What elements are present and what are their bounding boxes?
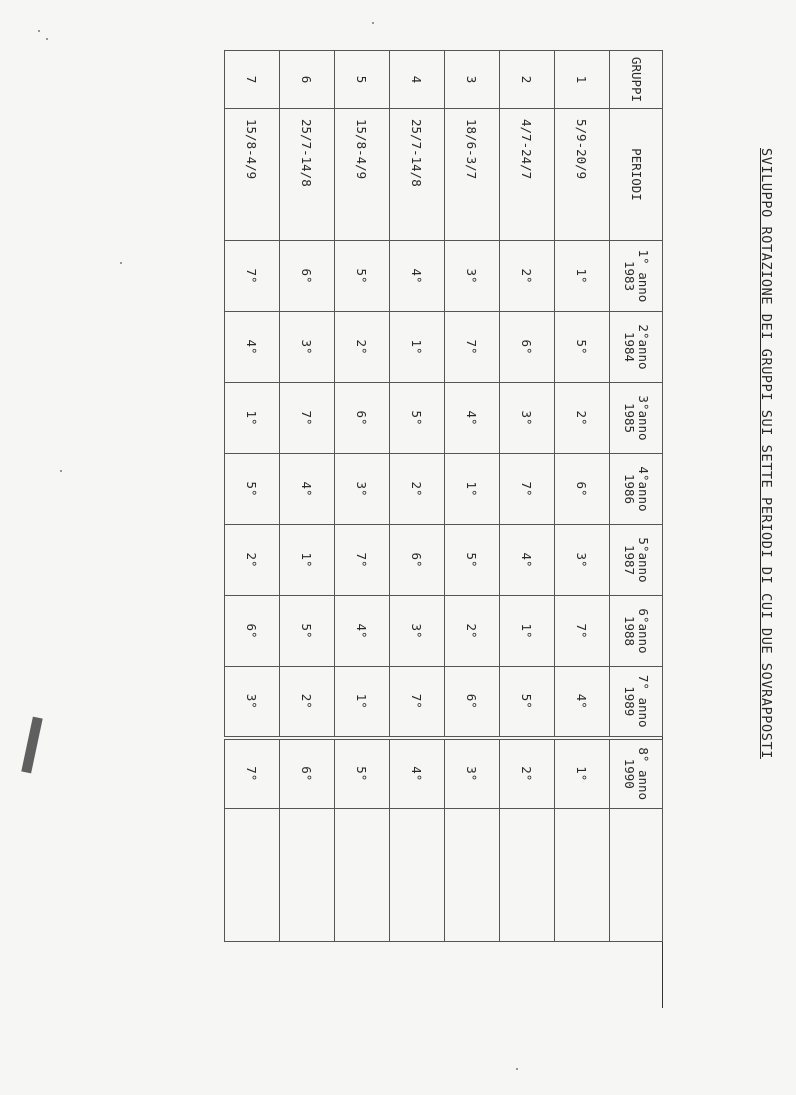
- cell-rotation-value: 7°: [280, 383, 335, 454]
- header-year-value: 1990: [622, 758, 637, 789]
- table-row: [445, 51, 500, 942]
- cell-rotation-value: 6°: [225, 596, 280, 667]
- header-year-value: 1989: [622, 686, 637, 717]
- cell-rotation-value: 4°: [390, 241, 445, 312]
- cell-rotation-value: 1°: [335, 667, 390, 738]
- cell-rotation-value: 4°: [280, 454, 335, 525]
- cell-gruppo: 7: [225, 51, 280, 109]
- cell-rotation-value: 6°: [280, 241, 335, 312]
- cell-rotation-value: 5°: [390, 383, 445, 454]
- table-row: [335, 51, 390, 942]
- header-year-5: [610, 525, 663, 596]
- cell-rotation-value: 5°: [335, 738, 390, 809]
- cell-periodo: 4/7-24/7: [500, 109, 555, 241]
- cell-rotation-value: 6°: [280, 738, 335, 809]
- cell-rotation-value: 7°: [555, 596, 610, 667]
- table-row: [390, 51, 445, 942]
- header-gruppi: GRUPPI: [610, 51, 663, 109]
- cell-periodo: 15/8-4/9: [335, 109, 390, 241]
- cell-empty-tail: [445, 809, 500, 942]
- header-periodi: PERIODI: [610, 109, 663, 241]
- header-anno-label: 5°anno: [636, 537, 651, 583]
- cell-rotation-value: 1°: [555, 738, 610, 809]
- header-year-7: [610, 667, 663, 738]
- cell-rotation-value: 7°: [390, 667, 445, 738]
- cell-rotation-value: 3°: [500, 383, 555, 454]
- cell-rotation-value: 3°: [390, 596, 445, 667]
- header-anno-label: 3°anno: [636, 395, 651, 441]
- cell-periodo: 15/8-4/9: [225, 109, 280, 241]
- header-anno-label: 1° anno: [636, 249, 651, 303]
- header-anno-label: 7° anno: [636, 674, 651, 728]
- cell-rotation-value: 2°: [280, 667, 335, 738]
- cell-rotation-value: 7°: [445, 312, 500, 383]
- cell-gruppo: 1: [555, 51, 610, 109]
- cell-periodo: 18/6-3/7: [445, 109, 500, 241]
- cell-rotation-value: 2°: [445, 596, 500, 667]
- cell-empty-tail: [335, 809, 390, 942]
- cell-rotation-value: 7°: [225, 241, 280, 312]
- cell-rotation-value: 4°: [555, 667, 610, 738]
- header-year-value: 1987: [622, 544, 637, 576]
- cell-rotation-value: 5°: [280, 596, 335, 667]
- cell-rotation-value: 5°: [500, 667, 555, 738]
- cell-rotation-value: 2°: [500, 241, 555, 312]
- cell-rotation-value: 2°: [500, 738, 555, 809]
- cell-rotation-value: 4°: [500, 525, 555, 596]
- cell-rotation-value: 2°: [390, 454, 445, 525]
- header-anno-label: 6°anno: [636, 608, 651, 654]
- cell-rotation-value: 7°: [225, 738, 280, 809]
- cell-rotation-value: 3°: [445, 241, 500, 312]
- cell-rotation-value: 6°: [390, 525, 445, 596]
- cell-empty-tail: [555, 809, 610, 942]
- header-year-3: [610, 383, 663, 454]
- cell-periodo: 25/7-14/8: [280, 109, 335, 241]
- cell-empty-tail: [225, 809, 280, 942]
- cell-rotation-value: 6°: [555, 454, 610, 525]
- cell-rotation-value: 2°: [225, 525, 280, 596]
- cell-rotation-value: 5°: [445, 525, 500, 596]
- header-year-value: 1984: [622, 331, 637, 363]
- cell-rotation-value: 1°: [500, 596, 555, 667]
- cell-rotation-value: 3°: [335, 454, 390, 525]
- cell-gruppo: 4: [390, 51, 445, 109]
- header-year-value: 1985: [622, 402, 637, 434]
- cell-empty-tail: [390, 809, 445, 942]
- cell-rotation-value: 2°: [555, 383, 610, 454]
- cell-rotation-value: 2°: [335, 312, 390, 383]
- cell-rotation-value: 5°: [555, 312, 610, 383]
- cell-rotation-value: 1°: [280, 525, 335, 596]
- header-anno-label: 4°anno: [636, 466, 651, 512]
- cell-rotation-value: 1°: [445, 454, 500, 525]
- table-row: [280, 51, 335, 942]
- header-year-value: 1983: [622, 260, 637, 292]
- cell-rotation-value: 6°: [335, 383, 390, 454]
- table-header-row: [610, 51, 663, 942]
- cell-rotation-value: 3°: [445, 738, 500, 809]
- cell-rotation-value: 3°: [280, 312, 335, 383]
- cell-rotation-value: 1°: [390, 312, 445, 383]
- cell-rotation-value: 3°: [225, 667, 280, 738]
- header-year-8: [610, 738, 663, 809]
- header-empty-tail: [610, 809, 663, 942]
- cell-empty-tail: [500, 809, 555, 942]
- cell-rotation-value: 5°: [225, 454, 280, 525]
- cell-rotation-value: 4°: [445, 383, 500, 454]
- cell-rotation-value: 7°: [335, 525, 390, 596]
- header-year-4: [610, 454, 663, 525]
- header-year-value: 1986: [622, 473, 637, 505]
- header-year-2: [610, 312, 663, 383]
- cell-periodo: 25/7-14/8: [390, 109, 445, 241]
- cell-rotation-value: 5°: [335, 241, 390, 312]
- cell-gruppo: 2: [500, 51, 555, 109]
- cell-rotation-value: 1°: [225, 383, 280, 454]
- cell-rotation-value: 3°: [555, 525, 610, 596]
- cell-rotation-value: 4°: [225, 312, 280, 383]
- cell-empty-tail: [280, 809, 335, 942]
- cell-gruppo: 5: [335, 51, 390, 109]
- cell-rotation-value: 6°: [445, 667, 500, 738]
- header-anno-label: 8° anno: [636, 747, 651, 801]
- header-year-6: [610, 596, 663, 667]
- table-row: [500, 51, 555, 942]
- cell-gruppo: 3: [445, 51, 500, 109]
- cell-periodo: 5/9-20/9: [555, 109, 610, 241]
- cell-gruppo: 6: [280, 51, 335, 109]
- rotation-table: [224, 50, 663, 942]
- header-anno-label: 2°anno: [636, 324, 651, 370]
- table-row: [555, 51, 610, 942]
- cell-rotation-value: 6°: [500, 312, 555, 383]
- cell-rotation-value: 7°: [500, 454, 555, 525]
- cell-rotation-value: 4°: [335, 596, 390, 667]
- cell-rotation-value: 1°: [555, 241, 610, 312]
- table-row: [225, 51, 280, 942]
- header-year-value: 1988: [622, 615, 637, 647]
- header-year-1: [610, 241, 663, 312]
- cell-rotation-value: 4°: [390, 738, 445, 809]
- document-title: SVILUPPO ROTAZIONE DEI GRUPPI SUI SETTE PERIODI DI CUI DUE SOVRAPPOSTI: [758, 148, 774, 759]
